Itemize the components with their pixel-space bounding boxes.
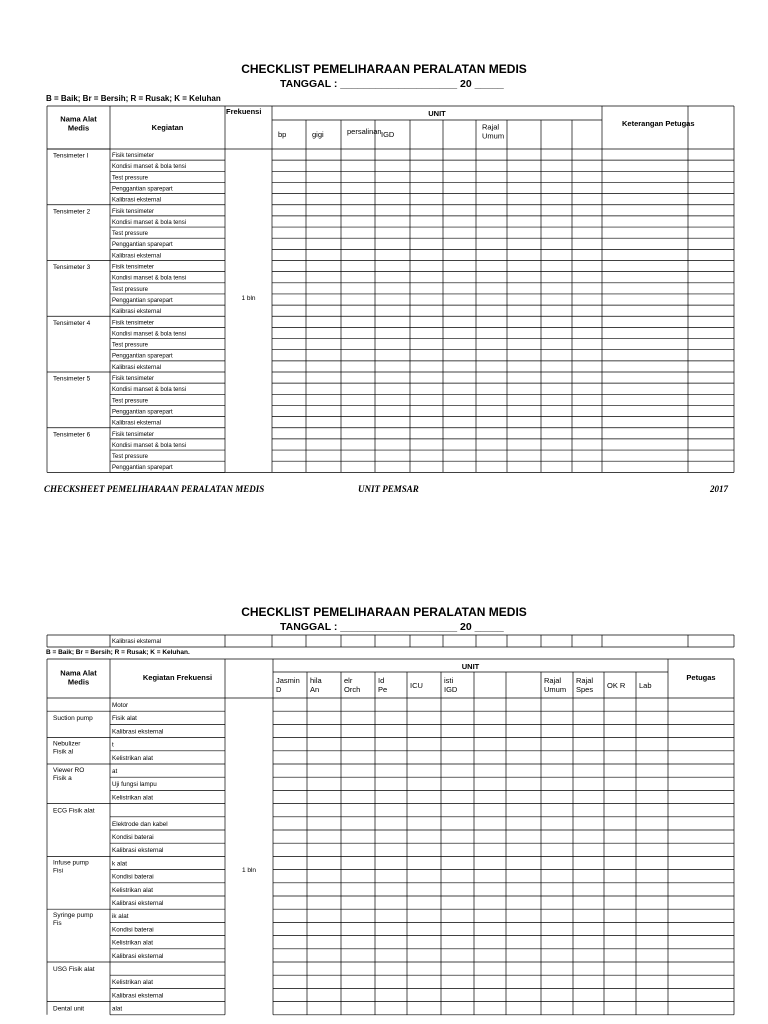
activity-label: Fisik tensimeter [112,264,155,271]
page1-footer-right: 2017 [710,484,728,494]
device-name: Tensimeter 3 [53,264,91,271]
activity-label: Penggantian sparepart [112,353,173,360]
activity-label: Penggantian sparepart [112,186,173,193]
device-name: Tensimeter 2 [53,208,91,216]
activity-label: Fisik tensimeter [112,320,155,327]
activity-label: Fisik tensimeter [112,153,155,159]
activity-label: Test pressure [112,231,149,238]
activity-label: Kondisi baterai [112,926,154,934]
activity-label: Kalibrasi eksternal [112,847,164,855]
header-unit-col: An [310,685,320,694]
activity-label: Kalibrasi eksternal [112,364,162,371]
activity-label: Kondisi manset & bola tensi [112,164,187,171]
activity-label: Kelistrikan alat [112,939,153,947]
activity-label: Kondisi manset & bola tensi [112,387,187,394]
page1-title: CHECKLIST PEMELIHARAAN PERALATAN MEDIS [241,62,527,76]
activity-label: Kelistrikan alat [112,754,153,762]
page2-title: CHECKLIST PEMELIHARAAN PERALATAN MEDIS [241,605,527,619]
device-name: USG Fisik alat [53,966,95,973]
device-name: Tensimeter 6 [53,431,91,439]
frequency-value: 1 bln [241,867,257,874]
device-name: Fisik al [53,748,74,756]
header-unit-col: Lab [639,681,652,690]
activity-label: t [112,741,114,749]
page1-footer-center: UNIT PEMSAR [358,484,419,494]
header-unit-col: bp [278,130,287,139]
activity-label: Fisik alat [112,715,137,723]
activity-label: Penggantian sparepart [112,409,173,416]
page2-date-field: TANGGAL : ____________________ 20 _____ [280,621,504,633]
activity-label: Kalibrasi eksternal [112,309,162,316]
header-unit-col: Rajal [576,676,594,685]
activity-label: Fisik tensimeter [112,431,155,438]
activity-label: Fisik tensimeter [112,376,155,382]
activity-label: Penggantian sparepart [112,242,173,249]
activity-label: Kalibrasi eksternal [112,952,164,960]
activity-label: Penggantian sparepart [112,297,173,304]
activity-label: Test pressure [112,454,149,461]
header-nama-alat: Nama Alat [60,114,97,124]
header-unit-col: Umum [482,131,505,141]
device-name: Tensimeter I [53,152,89,160]
activity-label: Kalibrasi eksternal [112,197,162,204]
activity-label: at [112,768,118,775]
header-unit-col: IGD [444,685,458,694]
header-unit-col: ICU [410,681,423,690]
activity-label: alat [112,1005,123,1013]
header-frekuensi: Frekuensi [226,107,262,116]
header-keterangan-petugas: Keterangan Petugas [622,119,695,128]
header-petugas: Petugas [686,673,716,682]
activity-label: Penggantian sparepart [112,465,173,472]
device-name: Fis [53,920,62,928]
header-unit-col: IGD [381,130,395,139]
header-unit-col: D [276,685,282,694]
activity-label: Uji fungsi lampu [112,781,157,789]
activity-label: ik alat [112,913,129,921]
activity-label: Test pressure [112,342,149,349]
device-name: Nebulizer [53,740,81,748]
page1-legend: B = Baik; Br = Bersih; R = Rusak; K = Keluhan [46,94,221,103]
activity-label: Test pressure [112,398,149,405]
activity-label: Kelistrikan alat [112,979,153,987]
header-unit-col: Id [378,676,385,685]
device-name: Suction pump [53,715,93,723]
device-name: Dental unit [53,1005,85,1013]
device-name: ECG Fisik alat [53,807,95,815]
activity-label: k alat [112,860,128,868]
activity-label: Elektrode dan kabel [112,820,168,828]
header-unit-col: Pe [378,685,388,694]
activity-label: Fisik tensimeter [112,208,155,215]
header-unit-col: OK R [607,681,626,690]
device-name: Infuse pump [53,859,89,867]
header-unit-col: Rajal [544,676,562,685]
activity-label: Kalibrasi eksternal [112,728,164,736]
header-unit: UNIT [461,662,480,671]
activity-label: Kalibrasi eksternal [112,420,162,427]
activity-label: Kalibrasi eksternal [112,253,162,260]
activity-label: Kalibrasi eksternal [112,992,164,1000]
header-kegiatan: Kegiatan [151,123,184,132]
device-name: Tensimeter 5 [53,375,91,383]
activity-label: Kondisi baterai [112,834,154,841]
page2-legend: B = Baik; Br = Bersih; R = Rusak; K = Keluhan. [46,649,190,656]
header-unit-col: gigi [312,130,324,139]
device-name: Tensimeter 4 [53,319,91,327]
frequency-value: 1 bln [241,295,256,302]
header-unit-col: Spes [576,685,594,694]
activity-label: Kondisi manset & bola tensi [112,331,187,338]
header-nama-alat: Medis [67,123,90,133]
activity-label: Kondisi manset & bola tensi [112,442,187,449]
header-nama-alat: Nama Alat [60,668,97,678]
header-unit-col: Rajal [482,122,500,132]
activity-label: Kondisi manset & bola tensi [112,275,187,282]
activity-label: Kelistrikan alat [112,794,153,802]
header-unit-col: Jasmin [276,676,300,685]
header-unit-col: elr [344,676,353,685]
header-unit-col: hila [310,676,322,685]
activity-label: Motor [112,702,129,709]
header-unit-col: Orch [344,685,361,694]
activity-label: Kalibrasi eksternal [112,900,164,907]
header-unit-col: isti [444,676,454,685]
header-nama-alat: Medis [67,677,90,687]
activity-label: Test pressure [112,286,149,293]
activity-label: Test pressure [112,175,149,182]
device-name: Fisik a [53,775,72,782]
carry-row-activity: Kalibrasi eksternal [112,639,162,645]
device-name: Viewer RO [53,767,85,774]
header-unit-col: persalinan [347,127,382,136]
header-kegiatan-frekuensi: Kegiatan Frekuensi [142,673,213,682]
device-name: Syringe pump [53,912,94,920]
device-name: Fisi [53,867,64,875]
activity-label: Kelistrikan alat [112,886,153,894]
header-unit: UNIT [428,109,446,118]
page1-date-field: TANGGAL : ____________________ 20 _____ [280,78,504,90]
page1-footer-left: CHECKSHEET PEMELIHARAAN PERALATAN MEDIS [44,484,265,494]
activity-label: Kondisi baterai [112,873,154,881]
activity-label: Kondisi manset & bola tensi [112,219,187,226]
header-unit-col: Umum [544,685,567,694]
